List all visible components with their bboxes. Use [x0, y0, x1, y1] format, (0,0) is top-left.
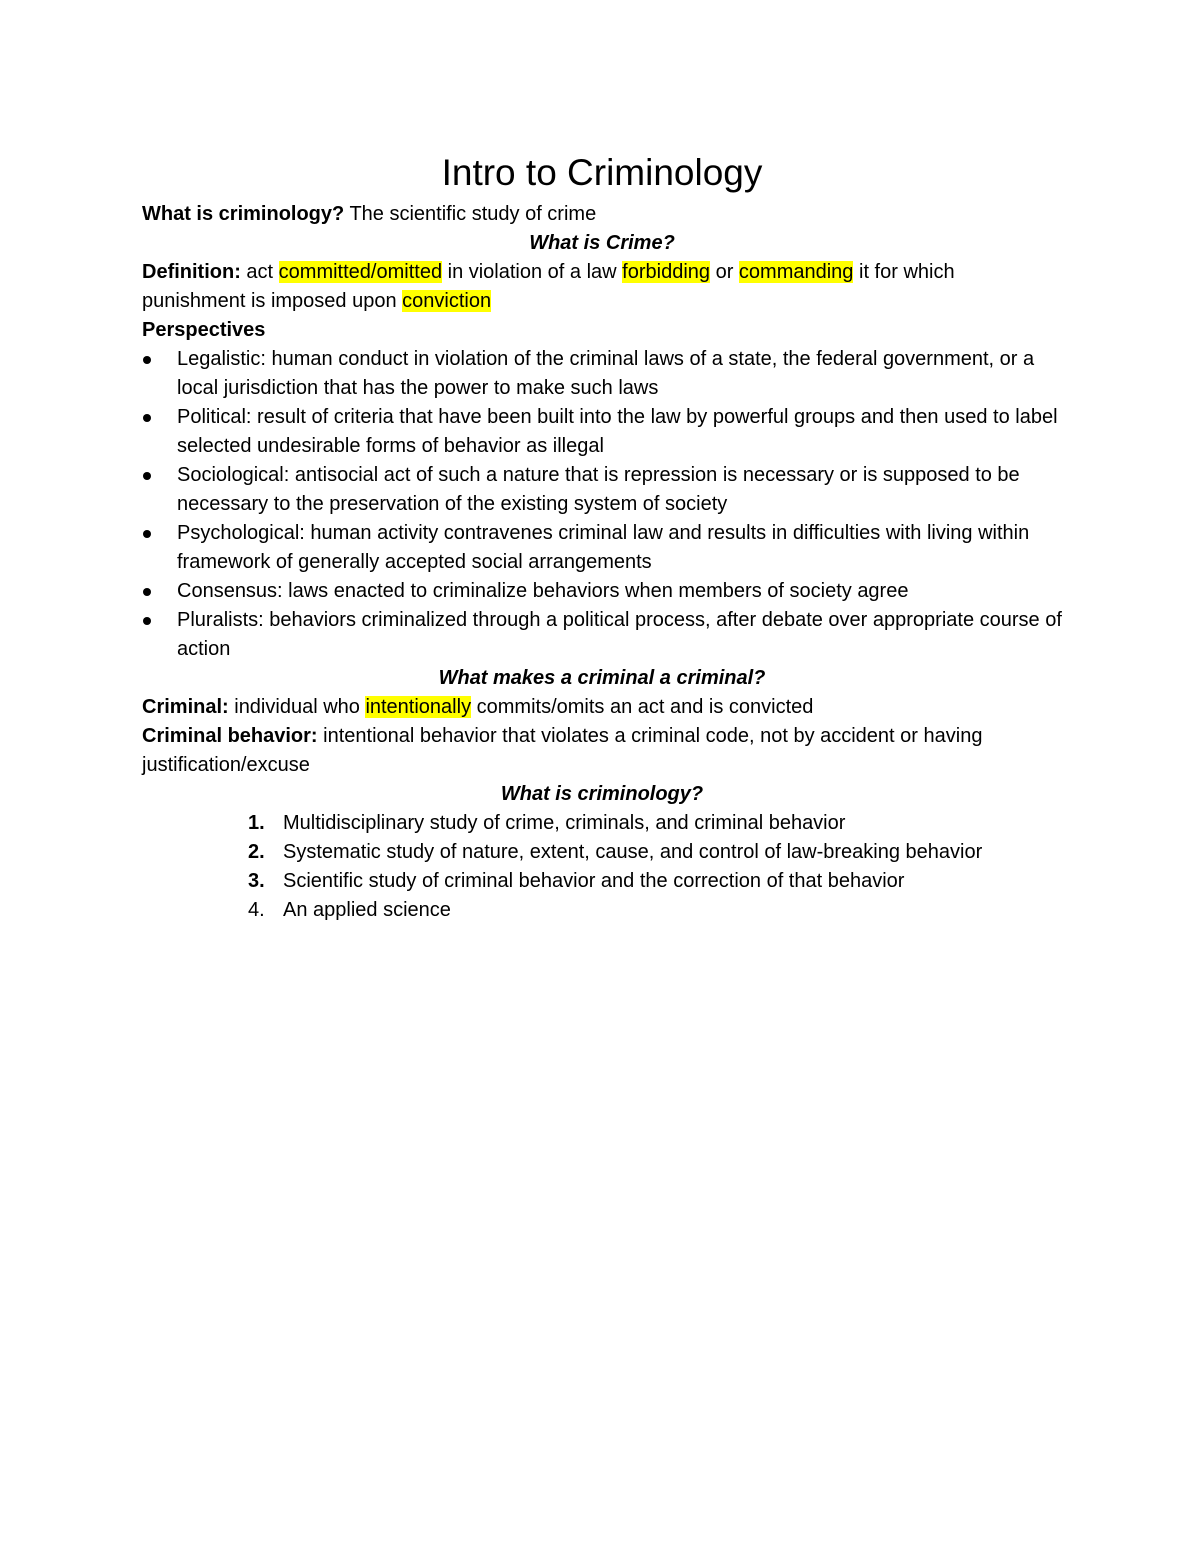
criminal-definition	[142, 693, 1062, 722]
intro-line	[142, 200, 1062, 229]
list-item	[142, 461, 1062, 519]
highlight-conviction: conviction	[402, 290, 492, 312]
list-item	[142, 606, 1062, 664]
list-item-text: Scientific study of criminal behavior and the correction of that behavior	[283, 870, 905, 892]
bullet-icon	[143, 472, 151, 480]
criminal-text: commits/omits an act and is convicted	[471, 696, 814, 718]
definition-paragraph	[142, 258, 1062, 316]
page-title: Intro to Criminology	[441, 152, 763, 193]
perspectives-label-text: Perspectives	[142, 319, 266, 341]
definition-text: act	[240, 261, 279, 283]
list-item	[142, 809, 1062, 838]
bullet-icon	[143, 588, 151, 596]
list-item-text: Pluralists: behaviors criminalized through a political process, after debate over appropriate course of action	[177, 609, 1062, 660]
list-item-text: Psychological: human activity contravenes criminal law and results in difficulties with living within framework of generally accepted social arrangements	[177, 522, 1030, 573]
list-item-text: An applied science	[283, 899, 451, 921]
criminal-behavior-label: Criminal behavior:	[142, 725, 318, 747]
list-item	[142, 345, 1062, 403]
list-number: 2.	[248, 841, 265, 863]
bullet-icon	[143, 617, 151, 625]
definition-text: or	[710, 261, 739, 283]
criminal-behavior-text: intentional behavior that violates a criminal code, not by accident or having justification/excuse	[142, 725, 983, 776]
list-item	[142, 519, 1062, 577]
list-item-text: Consensus: laws enacted to criminalize behaviors when members of society agree	[177, 580, 909, 602]
list-item	[142, 896, 1062, 925]
bullet-icon	[143, 530, 151, 538]
definition-text: in violation of a law	[442, 261, 623, 283]
list-item	[142, 403, 1062, 461]
perspectives-label	[142, 316, 1062, 345]
intro-label: What is criminology?	[142, 203, 345, 225]
bullet-icon	[143, 414, 151, 422]
list-number: 3.	[248, 870, 265, 892]
list-item-text: Sociological: antisocial act of such a nature that is repression is necessary or is supposed to be necessary to the preservation of the existing system of society	[177, 464, 1020, 515]
heading-what-makes-a-criminal: What makes a criminal a criminal?	[438, 667, 766, 689]
perspectives-list	[142, 345, 1062, 664]
list-item-text: Legalistic: human conduct in violation of the criminal laws of a state, the federal government, or a local jurisdiction that has the power to make such laws	[177, 348, 1035, 399]
criminal-text: individual who	[228, 696, 366, 718]
highlight-commanding: commanding	[738, 261, 854, 283]
list-item-text: Systematic study of nature, extent, cause, and control of law-breaking behavior	[283, 841, 983, 863]
intro-text: The scientific study of crime	[344, 203, 597, 225]
list-item-text: Multidisciplinary study of crime, criminals, and criminal behavior	[283, 812, 846, 834]
highlight-committed-omitted: committed/omitted	[278, 261, 443, 283]
criminology-list	[142, 809, 1062, 925]
heading-what-is-crime: What is Crime?	[529, 232, 675, 254]
list-number: 4.	[248, 899, 265, 921]
list-item	[142, 577, 1062, 606]
document-page	[142, 148, 1062, 925]
bullet-icon	[143, 356, 151, 364]
list-item	[142, 867, 1062, 896]
list-item	[142, 838, 1062, 867]
list-number: 1.	[248, 812, 265, 834]
heading-what-is-criminology: What is criminology?	[500, 783, 704, 805]
definition-text: it for which punishment is imposed upon	[142, 261, 955, 312]
criminal-behavior-definition	[142, 722, 1062, 780]
highlight-intentionally: intentionally	[365, 696, 472, 718]
list-item-text: Political: result of criteria that have been built into the law by powerful groups and then used to label selected undesirable forms of behavior as illegal	[177, 406, 1058, 457]
highlight-forbidding: forbidding	[622, 261, 711, 283]
definition-label: Definition:	[142, 261, 241, 283]
criminal-label: Criminal:	[142, 696, 229, 718]
